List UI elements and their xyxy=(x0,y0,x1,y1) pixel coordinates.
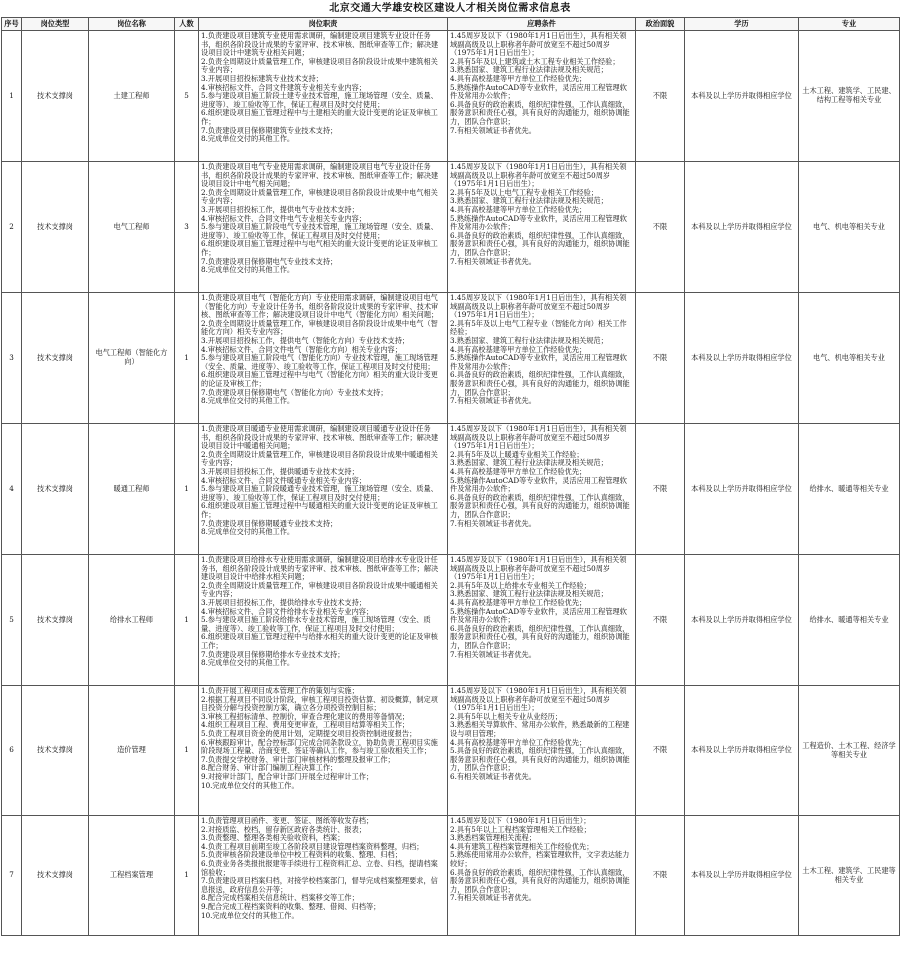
cell-type: 技术支撑岗 xyxy=(22,686,89,816)
condition-line: 3.熟悉档案管理相关流程； xyxy=(450,833,536,843)
cell-conditions xyxy=(448,424,636,555)
duty-line: 2.负责全周期设计质量管理工作，审核建设项目各阶段设计成果中暖通相关专业内容； xyxy=(201,580,438,599)
duty-line: 7.负责建设项目保修期电气专业技术支持； xyxy=(201,256,338,266)
condition-line: 2.具有5年及以上建筑或土木工程专业相关工作经验； xyxy=(450,56,620,66)
duty-line: 5.负责工程项目资金的使用计划，定期提交项目投资控制进度报告； xyxy=(201,728,417,738)
condition-line: 5.熟练操作AutoCAD等专业软件，灵活应用工程管理软件及常用办公软件； xyxy=(450,475,627,494)
condition-line: 1.45周岁及以下（1980年1月1日后出生），具有相关领域副高级及以上职称者年龄可放宽至不超过50周岁（1975年1月1日后出生）； xyxy=(450,555,627,582)
condition-line: 5.熟练操作AutoCAD等专业软件，灵活应用工程管理软件及常用办公软件； xyxy=(450,606,627,625)
cell-politics: 不限 xyxy=(636,424,685,555)
condition-line: 5.具备良好的政治素质，组织纪律性强，工作认真细致，服务意识和责任心强，具有良好的沟通能力，组织协调能力，团队合作意识； xyxy=(450,746,630,773)
cell-major: 给排水、暖通等相关专业 xyxy=(799,424,900,555)
cell-name: 暖通工程师 xyxy=(89,424,175,555)
condition-line: 3.熟悉国家、建筑工程行业法律法规及相关规范； xyxy=(450,196,608,206)
table-row xyxy=(2,293,900,424)
duty-line: 7.负责建设项目档案归档，对接学校档案部门，督导完成档案整理要求，信息报送，政府信息公开等； xyxy=(201,876,438,894)
duty-line: 2.负责全周期设计质量管理工作，审核建设项目各阶段设计成果中电气相关专业内容； xyxy=(201,187,438,206)
condition-line: 3.熟悉国家、建筑工程行业法律法规及相关规范； xyxy=(450,458,608,468)
duty-line: 6.负责业务各类报批报建等手续进行工程资料汇总、立卷、归档，提请档案馆验收； xyxy=(201,858,438,877)
duty-line: 5.参与建设项目施工阶段暖通专业技术管理，施工现场管理（安全、质量、进度等）、竣工验收等工作，保证工程项目及时交付使用； xyxy=(201,484,438,502)
condition-line: 1.45周岁及以下（1980年1月1日后出生）； xyxy=(450,816,591,825)
cell-major: 电气、机电等相关专业 xyxy=(799,293,900,424)
cell-count: 3 xyxy=(175,162,199,293)
duty-line: 5.参与建设项目施工阶段给排水专业技术管理，施工现场管理（安全、质量、进度等）、竣工验收等工作，保证工程项目及时交付使用； xyxy=(201,615,431,633)
condition-line: 6.有相关领域证书者优先。 xyxy=(450,771,536,781)
condition-line: 5.熟练使用常用办公软件，档案管理软件，文字表达能力较好； xyxy=(450,850,630,868)
cell-no: 3 xyxy=(2,293,22,424)
duty-line: 7.负责建设项目保修期暖通专业技术支持； xyxy=(201,518,338,528)
condition-line: 4.具有高校基建等甲方单位工作经验优先； xyxy=(450,466,587,476)
table-row xyxy=(2,424,900,555)
cell-type: 技术支撑岗 xyxy=(22,31,89,162)
condition-line: 4.具有高校基建等甲方单位工作经验优先； xyxy=(450,73,587,83)
duty-line: 2.对接质监、校档，留存新区政府各类统计、报表； xyxy=(201,824,366,834)
cell-no: 5 xyxy=(2,555,22,686)
cell-no: 7 xyxy=(2,816,22,936)
cell-major: 工程造价、土木工程、经济学等相关专业 xyxy=(799,686,900,816)
table-row xyxy=(2,816,900,936)
duty-line: 2.根据工程项目不同设计阶段，审核工程项目投资估算、初设概算，制定项目投资分解与投资控制方案，确立各分项投资控制目标； xyxy=(201,694,438,713)
duty-line: 1.负责建设项目建筑专业使用需求调研，编制建设项目建筑专业设计任务书，组织各阶段设计成果的专家评审、技术审核、图纸审查等工作；解决建设项目设计中建筑专业相关问题； xyxy=(201,31,439,58)
condition-line: 6.具备良好的政治素质，组织纪律性强，工作认真细致，服务意识和责任心强，具有良好的沟通能力，组织协调能力，团队合作意识； xyxy=(450,230,630,257)
cell-education: 本科及以上学历并取得相应学位 xyxy=(685,293,799,424)
duty-line: 1.负责建设项目电气专业使用需求调研，编制建设项目电气专业设计任务书，组织各阶段设计成果的专家评审、技术审核、图纸审查等工作；解决建设项目设计中电气相关问题； xyxy=(201,162,439,189)
condition-line: 3.熟悉国家、建筑工程行业法律法规及相关规范； xyxy=(450,589,608,599)
duty-line: 1.负责建设项目电气（智能化方向）专业使用需求调研，编制建设项目电气（智能化方向）专业设计任务书，组织各阶段设计成果的专家评审、技术审核、图纸审查等工作；解决建设项目设计中电气（智能化方向）相关问题； xyxy=(201,293,439,320)
duty-line: 6.组织建设项目施工管理过程中与暖通相关的重大设计变更的论证及审核工作； xyxy=(201,501,438,519)
duty-line: 10.完成单位交付的其他工作。 xyxy=(201,910,299,920)
condition-line: 7.有相关领域证书者优先。 xyxy=(450,893,536,903)
cell-conditions xyxy=(448,686,636,816)
duty-line: 1.负责建设项目暖通专业使用需求调研，编制建设项目暖通专业设计任务书，组织各阶段设计成果的专家评审、技术审核、图纸审查等工作；解决建设项目设计中暖通相关问题； xyxy=(201,424,439,451)
table-row xyxy=(2,555,900,686)
cell-conditions xyxy=(448,816,636,936)
duty-line: 1.负责管理项目函件、变更、签证、图纸等收发存档； xyxy=(201,816,374,825)
duty-line: 5.参与建设项目施工阶段土建专业技术管理，施工现场管理（安全、质量、进度等）、竣工验收等工作，保证工程项目及时交付使用； xyxy=(201,91,438,109)
cell-education: 本科及以上学历并取得相应学位 xyxy=(685,816,799,936)
duty-line: 8.配合完成档案相关信息统计、档案移交等工作； xyxy=(201,893,359,903)
condition-line: 7.有相关领域证书者优先。 xyxy=(450,125,536,135)
duty-line: 7.负责建设项目保修期给排水专业技术支持； xyxy=(201,649,345,659)
duty-line: 4.审核招标文件、合同文件暖通专业相关专业内容； xyxy=(201,475,366,485)
cell-duties xyxy=(199,424,448,555)
page-title: 北京交通大学雄安校区建设人才相关岗位需求信息表 xyxy=(329,3,571,14)
header-no: 序号 xyxy=(2,18,22,31)
cell-duties xyxy=(199,293,448,424)
duty-line: 4.审核招标文件、合同文件电气专业相关专业内容； xyxy=(201,213,366,223)
cell-conditions xyxy=(448,293,636,424)
condition-line: 4.具有高校基建等甲方单位工作经验优先； xyxy=(450,597,587,607)
condition-line: 2.具有5年以上工程档案管理相关工作经验； xyxy=(450,824,591,834)
cell-major: 电气、机电等相关专业 xyxy=(799,162,900,293)
duty-line: 3.开展项目招投标建筑专业技术支持； xyxy=(201,73,323,83)
cell-no: 6 xyxy=(2,686,22,816)
cell-name: 工程档案管理 xyxy=(89,816,175,936)
duty-line: 7.负责提交学校财务、审计部门审核材料的整理及报审工作； xyxy=(201,754,395,764)
cell-no: 1 xyxy=(2,31,22,162)
duty-line: 4.审核招标文件、合同文件给排水专业相关专业内容； xyxy=(201,606,374,616)
duty-line: 9.配合完成工程档案资料的收集、整理、借阅、归档等； xyxy=(201,901,381,911)
cell-politics: 不限 xyxy=(636,293,685,424)
cell-conditions xyxy=(448,162,636,293)
cell-politics: 不限 xyxy=(636,162,685,293)
duty-line: 8.完成单位交付的其他工作。 xyxy=(201,265,295,275)
condition-line: 2.具有5年以上相关专业从业经历； xyxy=(450,711,563,721)
cell-type: 技术支撑岗 xyxy=(22,816,89,936)
table-row xyxy=(2,162,900,293)
condition-line: 5.熟练操作AutoCAD等专业软件，灵活应用工程管理软件及常用办公软件； xyxy=(450,213,627,232)
duty-line: 5.参与建设项目施工阶段电气（智能化方向）专业技术管理，施工现场管理（安全、质量、进度等）、竣工验收等工作，保证工程项目及时交付使用； xyxy=(201,353,438,371)
cell-politics: 不限 xyxy=(636,555,685,686)
cell-name: 电气工程师（智能化方向） xyxy=(89,293,175,424)
duty-line: 6.审核跟踪审计，配合控标部门完成合同条款设立，协助负责工程项目实施阶段现场工程量、洽商变更、签证等确认工作，参与竣工验收相关工作； xyxy=(201,737,438,756)
header-duties: 岗位职责 xyxy=(199,18,448,31)
duty-line: 6.组织建设项目施工管理过程中与电气（智能化方向）相关的重大设计变更的论证及审核工作； xyxy=(201,370,438,388)
cell-count: 1 xyxy=(175,555,199,686)
condition-line: 6.具备良好的政治素质，组织纪律性强，工作认真细致，服务意识和责任心强，具有良好的沟通能力，组织协调能力，团队合作意识； xyxy=(450,623,630,650)
cell-name: 造价管理 xyxy=(89,686,175,816)
duty-line: 6.组织建设项目施工管理过程中与给排水相关的重大设计变更的论证及审核工作； xyxy=(201,632,438,650)
cell-name: 电气工程师 xyxy=(89,162,175,293)
duty-line: 3.审核工程招标清单、控制价，审查合理化建议的费用等备情况； xyxy=(201,711,410,721)
cell-name: 给排水工程师 xyxy=(89,555,175,686)
duty-line: 8.完成单位交付的其他工作。 xyxy=(201,134,295,144)
header-type: 岗位类型 xyxy=(22,18,89,31)
condition-line: 7.有相关领域证书者优先。 xyxy=(450,256,536,266)
condition-line: 6.具备良好的政治素质，组织纪律性强，工作认真细致，服务意识和责任心强，具有良好的沟通能力，组织协调能力，团队合作意识； xyxy=(450,99,630,126)
header-count: 人数 xyxy=(175,18,199,31)
duty-line: 1.负责开展工程项目成本管理工作的策划与实施； xyxy=(201,686,359,695)
condition-line: 7.有相关领域证书者优先。 xyxy=(450,518,536,528)
table-row xyxy=(2,31,900,162)
condition-line: 7.有相关领域证书者优先。 xyxy=(450,649,536,659)
condition-line: 6.具备良好的政治素质，组织纪律性强，工作认真细致，服务意识和责任心强，具有良好的沟通能力，组织协调能力，团队合作意识； xyxy=(450,867,630,894)
condition-line: 2.具有5年及以上给排水专业相关工作经验； xyxy=(450,580,591,590)
condition-line: 5.熟练操作AutoCAD等专业软件，灵活应用工程管理软件及常用办公软件； xyxy=(450,353,627,371)
cell-no: 2 xyxy=(2,162,22,293)
cell-major: 土木工程、建筑学、工民建等相关专业 xyxy=(799,816,900,936)
condition-line: 4.具有高校基建等甲方单位工作经验优先； xyxy=(450,344,587,354)
condition-line: 3.熟悉国家、建筑工程行业法律法规及相关规范； xyxy=(450,335,608,345)
condition-line: 2.具有5年及以上电气工程专业（智能化方向）相关工作经验； xyxy=(450,318,627,337)
cell-type: 技术支撑岗 xyxy=(22,162,89,293)
condition-line: 2.具有5年及以上暖通专业相关工作经验； xyxy=(450,449,584,459)
duty-line: 1.负责建设项目给排水专业使用需求调研，编制建设项目给排水专业设计任务书，组织各阶段设计成果的专家评审、技术审核、图纸审查等工作；解决建设项目设计中给排水相关问题； xyxy=(201,555,439,582)
cell-education: 本科及以上学历并取得相应学位 xyxy=(685,31,799,162)
cell-major: 土木工程、建筑学、工民建、结构工程等相关专业 xyxy=(799,31,900,162)
cell-type: 技术支撑岗 xyxy=(22,555,89,686)
duty-line: 3.开展项目招投标工作，提供电气（智能化方向）专业技术支持； xyxy=(201,335,410,345)
cell-education: 本科及以上学历并取得相应学位 xyxy=(685,686,799,816)
duty-line: 8.完成单位交付的其他工作。 xyxy=(201,658,295,668)
duty-line: 4.审核招标文件、合同文件电气（智能化方向）相关专业内容； xyxy=(201,344,402,354)
condition-line: 1.45周岁及以下（1980年1月1日后出生），具有相关领域副高级及以上职称者年龄可放宽至不超过50周岁（1975年1月1日后出生）； xyxy=(450,686,627,713)
duty-line: 3.开展项目招投标工作，提供电气专业技术支持； xyxy=(201,204,359,214)
duty-line: 2.负责全周期设计质量管理工作，审核建设项目各阶段设计成果中暖通相关专业内容； xyxy=(201,449,438,468)
cell-count: 1 xyxy=(175,816,199,936)
cell-duties xyxy=(199,555,448,686)
condition-line: 5.熟练操作AutoCAD等专业软件，灵活应用工程管理软件及常用办公软件； xyxy=(450,82,627,101)
cell-name: 土建工程师 xyxy=(89,31,175,162)
condition-line: 1.45周岁及以下（1980年1月1日后出生），具有相关领域副高级及以上职称者年龄可放宽至不超过50周岁（1975年1月1日后出生）； xyxy=(450,424,627,451)
cell-politics: 不限 xyxy=(636,686,685,816)
cell-politics: 不限 xyxy=(636,31,685,162)
duty-line: 6.组织建设项目施工管理过程中与电气相关的重大设计变更的论证及审核工作； xyxy=(201,239,438,257)
duty-line: 8.配合财务、审计部门编制工程决算工作； xyxy=(201,763,338,773)
duty-line: 9.对接审计部门，配合审计部门开展全过程审计工作； xyxy=(201,771,374,781)
cell-count: 5 xyxy=(175,31,199,162)
condition-line: 3.熟悉国家、建筑工程行业法律法规及相关规范； xyxy=(450,65,608,75)
cell-count: 1 xyxy=(175,293,199,424)
cell-conditions xyxy=(448,31,636,162)
condition-line: 6.具备良好的政治素质，组织纪律性强，工作认真细致，服务意识和责任心强，具有良好的沟通能力，组织协调能力，团队合作意识； xyxy=(450,370,630,397)
duty-line: 4.组织工程项目工程、费用变更审查，工程项目结算等相关工作； xyxy=(201,720,410,730)
duty-line: 8.完成单位交付的其他工作。 xyxy=(201,527,295,537)
cell-education: 本科及以上学历并取得相应学位 xyxy=(685,162,799,293)
duty-line: 7.负责建设项目保修期建筑专业技术支持； xyxy=(201,125,338,135)
cell-no: 4 xyxy=(2,424,22,555)
cell-education: 本科及以上学历并取得相应学位 xyxy=(685,555,799,686)
table-header-row xyxy=(2,18,900,31)
condition-line: 1.45周岁及以下（1980年1月1日后出生），具有相关领域副高级及以上职称者年龄可放宽至不超过50周岁（1975年1月1日后出生）； xyxy=(450,162,627,189)
job-table xyxy=(1,17,900,936)
duty-line: 5.参与建设项目施工阶段电气专业技术管理，施工现场管理（安全、质量、进度等）、竣工验收等工作，保证工程项目及时交付使用； xyxy=(201,222,438,240)
duty-line: 5.负责审核各阶段建设单位中校工程资料的收集、整理、归档； xyxy=(201,850,402,860)
duty-line: 3.负责整理、整理各类相关验收资料，档案； xyxy=(201,833,345,843)
cell-duties xyxy=(199,31,448,162)
duty-line: 2.负责全周期设计质量管理工作，审核建设项目各阶段设计成果中建筑相关专业内容； xyxy=(201,56,438,75)
cell-type: 技术支撑岗 xyxy=(22,293,89,424)
cell-conditions xyxy=(448,555,636,686)
duty-line: 4.负责工程项目前期至竣工各阶段项目建设管理档案资料整理，归档； xyxy=(201,841,424,851)
header-conditions: 应聘条件 xyxy=(448,18,636,31)
cell-education: 本科及以上学历并取得相应学位 xyxy=(685,424,799,555)
condition-line: 3.熟悉相关导算软件、常用办公软件，熟悉最新的工程建设与项目管理； xyxy=(450,720,630,738)
cell-count: 1 xyxy=(175,424,199,555)
condition-line: 4.具有高校基建等甲方单位工作经验优先； xyxy=(450,204,587,214)
duty-line: 3.开展项目招投标工作，提供给排水专业技术支持； xyxy=(201,597,366,607)
cell-count: 1 xyxy=(175,686,199,816)
duty-line: 2.负责全周期设计质量管理工作，审核建设项目各阶段设计成果中电气（智能化方向）相关专业内容； xyxy=(201,318,438,337)
condition-line: 1.45周岁及以下（1980年1月1日后出生），具有相关领域副高级及以上职称者年龄可放宽至不超过50周岁（1975年1月1日后出生）； xyxy=(450,31,627,58)
condition-line: 4.具有高校基建等甲方单位工作经验优先； xyxy=(450,737,587,747)
table-row xyxy=(2,686,900,816)
header-education: 学历 xyxy=(685,18,799,31)
duty-line: 10.完成单位交付的其他工作。 xyxy=(201,780,299,790)
condition-line: 7.有相关领域证书者优先。 xyxy=(450,396,536,406)
duty-line: 8.完成单位交付的其他工作。 xyxy=(201,396,295,406)
cell-duties xyxy=(199,162,448,293)
condition-line: 6.具备良好的政治素质，组织纪律性强，工作认真细致，服务意识和责任心强，具有良好的沟通能力，组织协调能力，团队合作意识； xyxy=(450,492,630,519)
duty-line: 7.负责建设项目保修期电气（智能化方向）专业技术支持； xyxy=(201,387,388,397)
cell-duties xyxy=(199,686,448,816)
condition-line: 1.45周岁及以下（1980年1月1日后出生），具有相关领域副高级及以上职称者年龄可放宽至不超过50周岁（1975年1月1日后出生）； xyxy=(450,293,627,320)
header-name: 岗位名称 xyxy=(89,18,175,31)
cell-major: 给排水、暖通等相关专业 xyxy=(799,555,900,686)
cell-type: 技术支撑岗 xyxy=(22,424,89,555)
header-major: 专业 xyxy=(799,18,900,31)
header-politics: 政治面貌 xyxy=(636,18,685,31)
condition-line: 2.具有5年及以上电气工程专业相关工作经验； xyxy=(450,187,598,197)
cell-duties xyxy=(199,816,448,936)
duty-line: 3.开展项目招投标工作，提供暖通专业技术支持； xyxy=(201,466,359,476)
condition-line: 4.具有建筑工程档案管理相关工作经验优先； xyxy=(450,841,594,851)
duty-line: 4.审核招标文件、合同文件建筑专业相关专业内容； xyxy=(201,82,366,92)
cell-politics: 不限 xyxy=(636,816,685,936)
duty-line: 6.组织建设项目施工管理过程中与土建相关的重大设计变更的论证及审核工作； xyxy=(201,108,438,126)
